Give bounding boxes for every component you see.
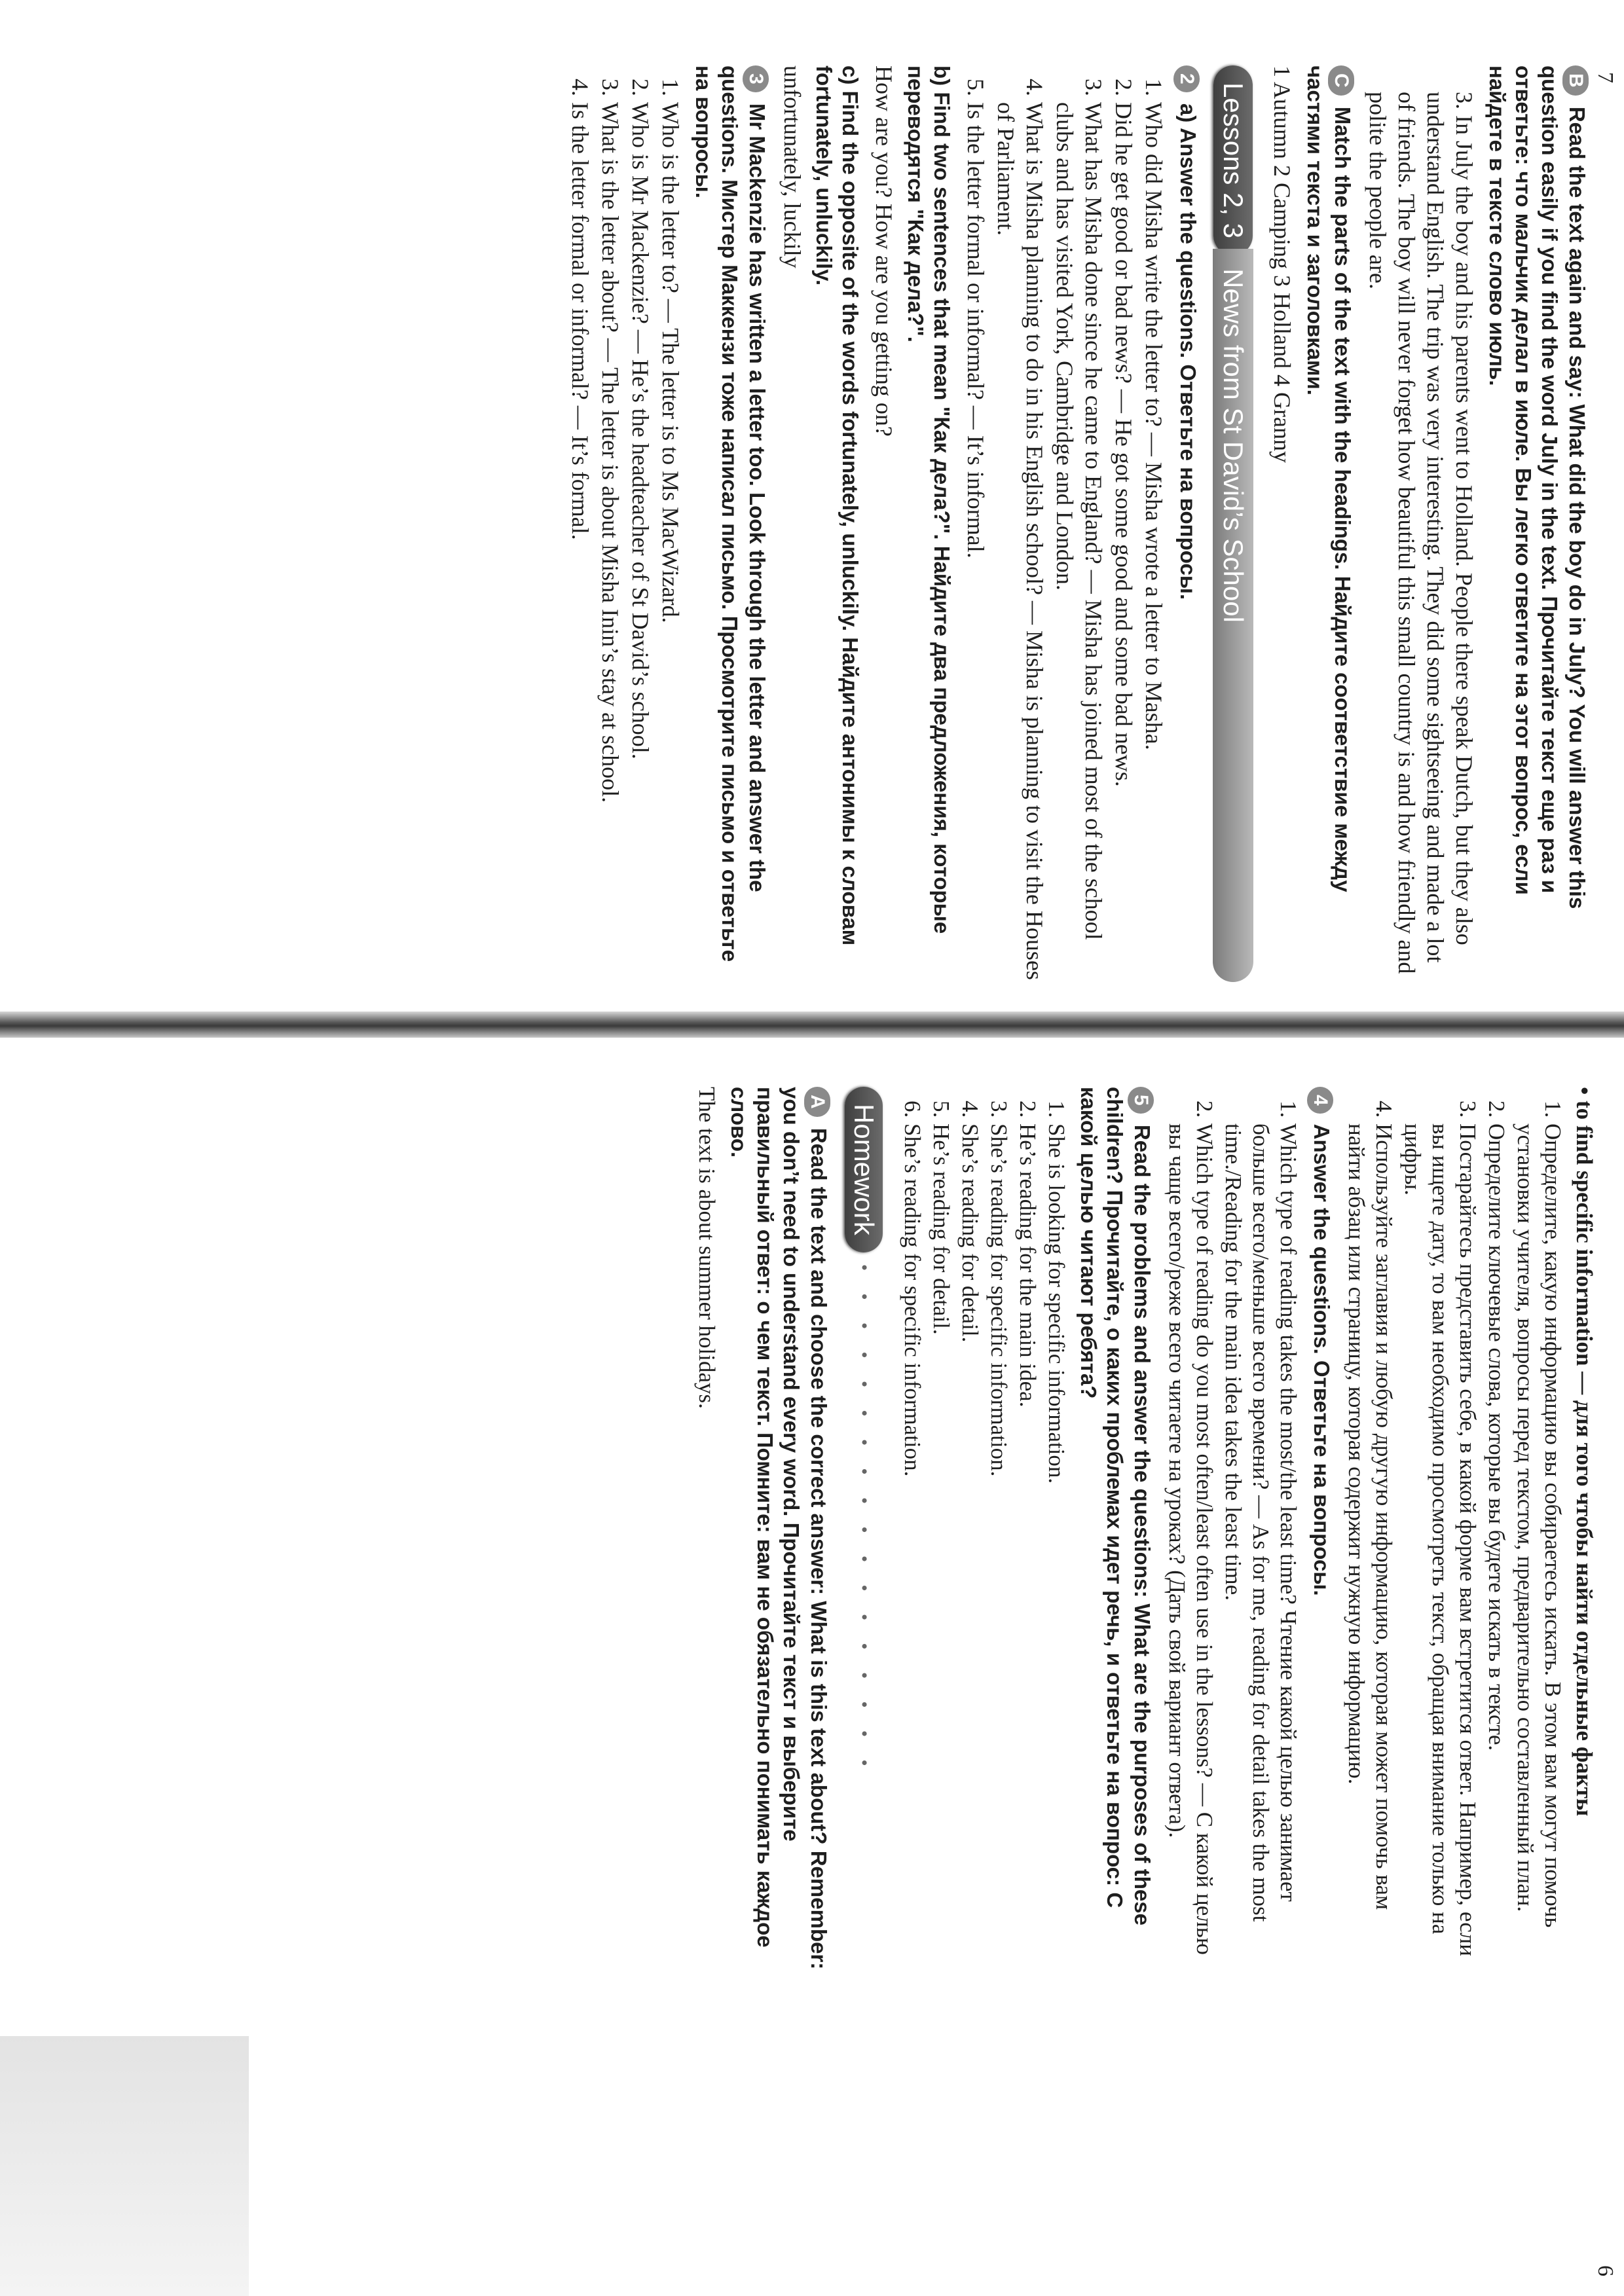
list-item: 4. Используйте заглавия и любую другую информацию, которая может помочь вам найти абзац или страницу, которая содержит нужную информацию. (1342, 1123, 1397, 1971)
list-item: 2. Did he get good or bad news? — He got some good and some bad news. (1109, 102, 1138, 982)
task-2-part-c: c) Find the opposite of the words fortunately, unluckily. Найдите антонимы к словам fortunately, unluckily. (812, 65, 862, 946)
task-c-answer: 1 Autumn 2 Camping 3 Holland 4 Granny (1269, 65, 1295, 463)
task-label: A (804, 1087, 830, 1117)
task-c (1302, 65, 1356, 982)
task-2-part-b: b) Find two sentences that mean "Как дела?". Найдите два предложения, которые переводятся "Как дела?". (904, 65, 954, 934)
task-5 (1075, 1087, 1155, 1971)
task-3-list (566, 65, 685, 982)
list-item: 1. Which type of reading takes the most/the least time? Чтение какой целью занимает больше всего/меньше всего времени? — As for me, reading for detail takes the most time./Reading for the main idea takes the least time. (1219, 1123, 1302, 1971)
task-b-text (1363, 65, 1479, 982)
list-item: 3. What is the letter about? — The letter is about Misha Inin’s stay at school. (596, 102, 625, 982)
list-item: 1. She is looking for specific information. (1043, 1123, 1070, 1971)
task-5-list (898, 1087, 1070, 1971)
homework-pill: Homework (845, 1087, 883, 1252)
list-item: 5. He’s reading for detail. (927, 1123, 955, 1971)
task-instruction: Mr Mackenzie has written a letter too. Look through the letter and answer the questions. Мистер Маккензи тоже написал письмо. Просмотрите письмо и ответьте на вопросы. (692, 65, 769, 962)
task-instruction: Read the text again and say: What did the boy do in July? You will answer this question easily if you find the word July in the text. Прочитайте текст еще раз и ответьте: что мальчик делал в июле. Вы легко ответите на этот вопрос, если найдете в тексте слово июль. (1485, 65, 1589, 909)
list-item: 1. Определите, какую информацию вы собираетесь искать. В этом вам могут помочь установки учителя, вопросы перед текстом, предварительно составленный план. (1511, 1123, 1566, 1971)
list-item: 2. He’s reading for the main idea. (1014, 1123, 1041, 1971)
task-2-list (961, 65, 1168, 982)
task-2-answer-c: unfortunately, luckily (779, 65, 805, 268)
lessons-pill: Lessons 2, 3 (1213, 65, 1253, 255)
list-item: 4. What is Misha planning to do in his English school? — Misha is planning to visit the Houses of Parliament. (991, 102, 1049, 982)
task-part-a: a) Answer the questions. Ответьте на вопросы. (1176, 103, 1200, 600)
paragraph: In July the boy and his parents went to Holland. People there speak Dutch, but they also understand English. The trip was very interesting. They did some sightseeing and made a lot of friends. The boy will never forget how beautiful this small country is and how friendly and polite the people are. (1365, 92, 1477, 974)
page-number-left: 6 (1593, 2265, 1617, 2276)
task-4 (1307, 1087, 1335, 1971)
scan-shadow (0, 2036, 249, 2296)
dot-divider: •••••••••••••••••• (853, 1264, 875, 1789)
list-item: 5. Is the letter formal or informal? — It’s informal. (961, 102, 990, 982)
right-page (561, 65, 1598, 982)
list-item: 3. She’s reading for specific information. (985, 1123, 1012, 1971)
task-instruction: Read the problems and answer the questions: What are the purposes of these children? Прочитайте, о каких проблемах идет речь, и ответьте на вопрос: С какой целью читают ребята? (1077, 1087, 1154, 1925)
list-item: 2. Определите ключевые слова, которые вы будете искать в тексте. (1483, 1123, 1510, 1971)
list-item: 2. Who is Mr Mackenzie? — He’s the headteacher of St David’s school. (626, 102, 655, 982)
list-item: 4. Is the letter formal or informal? — It’s formal. (566, 102, 595, 982)
task-b (1484, 65, 1590, 982)
list-item: 4. She’s reading for detail. (956, 1123, 984, 1971)
task-label: 2 (1173, 65, 1200, 92)
task-4-list (1163, 1087, 1302, 1971)
task-instruction: Match the parts of the text with the headings. Найдите соответствие между частями текста и заголовками. (1303, 65, 1355, 892)
list-item: 1. Who is the letter to? — The letter is to Ms MacWizard. (656, 102, 685, 982)
list-item: 6. She’s reading for specific information. (898, 1123, 926, 1971)
list-item: 2. Which type of reading do you most often/least often use in the lessons? — С какой целью вы чаще всего/реже всего читаете на уроках? (Дать свой вариант ответа). (1163, 1123, 1218, 1971)
task-label: B (1562, 65, 1589, 96)
book-spine (0, 1011, 1624, 1038)
left-page (686, 1087, 1598, 1971)
page-number-right: 7 (1593, 72, 1617, 83)
lesson-title: News from St David’s School (1213, 249, 1253, 982)
task-label: 5 (1128, 1087, 1154, 1114)
task-a-answer: The text is about summer holidays. (694, 1087, 720, 1409)
task-label: 3 (743, 65, 769, 92)
task-label: 4 (1307, 1087, 1333, 1114)
list-item: 3. Постарайтесь представить себе, в какой форме вам встретится ответ. Например, если вы ищете дату, то вам необходимо просмотреть текст, обращая внимание только на цифры. (1399, 1123, 1481, 1971)
lessons-banner (1210, 65, 1256, 982)
intro-list (1342, 1087, 1566, 1971)
task-2-answer-b: How are you? How are you getting on? (871, 65, 897, 437)
paragraph-number: 3. (1451, 92, 1477, 109)
task-2 (1173, 65, 1201, 982)
task-instruction: Read the text and choose the correct answer: What is this text about? Remember: you don’t need to understand every word. Прочитайте текст и выберите правильный ответ: о чем текст. Помните: вам не обязательно понимать каждое слово. (727, 1087, 831, 1970)
homework-banner (841, 1087, 887, 1971)
task-instruction: Answer the questions. Ответьте на вопросы. (1310, 1123, 1334, 1596)
task-3 (690, 65, 770, 982)
task-a (726, 1087, 832, 1971)
list-item: 3. What has Misha done since he came to England? — Misha has joined most of the school clubs and has visited York, Cambridge and London. (1050, 102, 1108, 982)
task-label: C (1328, 65, 1354, 96)
intro-bullet: • to find specific information — для того чтобы найти отдельные факты (1572, 1087, 1597, 1817)
list-item: 1. Who did Misha write the letter to? — Misha wrote a letter to Masha. (1139, 102, 1168, 982)
